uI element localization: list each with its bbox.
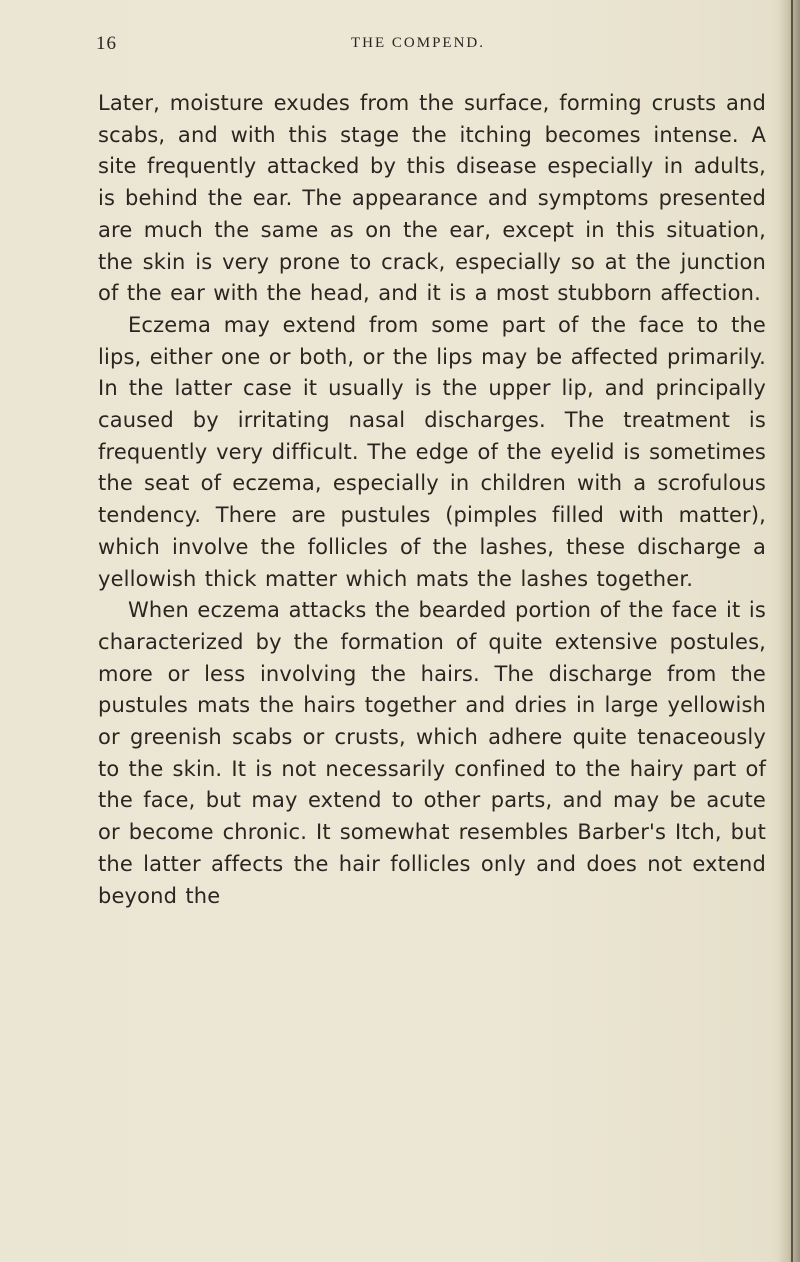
page-edge-shadow (778, 0, 800, 1262)
paragraph-2: Eczema may extend from some part of the face to the lips, either one or both, or the lips may be affected primarily. In the latter case it usually is the upper lip, and principally caused by irritating nasal discharges. The treatment is frequently very difficult. The edge of the eyelid is sometimes the seat of eczema, especially in children with a scrofulous tendency. There are pustules (pimples filled with matter), which involve the follicles of the lashes, these discharge a yellowish thick matter which mats the lashes together. (98, 312, 766, 591)
body-text (98, 88, 766, 912)
page-header (96, 33, 766, 59)
paragraph-1: Later, moisture exudes from the surface, forming crusts and scabs, and with this stage the itching becomes intense. A site frequently attacked by this disease especially in adults, is behind the ear. The appearance and symptoms presented are much the same as on the ear, except in this situation, the skin is very prone to crack, especially so at the junction of the ear with the head, and it is a most stubborn affection. (98, 91, 766, 306)
page-edge-line (791, 0, 793, 1262)
paragraph-3: When eczema attacks the bearded portion of the face it is characterized by the formation of quite extensive postules, more or less involving the hairs. The discharge from the pustules mats the hairs together and dries in large yellowish or greenish scabs or crusts, which adhere quite tenaceously to the skin. It is not necessarily confined to the hairy part of the face, but may extend to other parts, and may be acute or become chronic. It somewhat resembles Barber's Itch, but the latter affects the hair follicles only and does not extend beyond the (98, 598, 766, 908)
running-head: THE COMPEND. (351, 35, 486, 51)
page-number: 16 (96, 33, 117, 54)
